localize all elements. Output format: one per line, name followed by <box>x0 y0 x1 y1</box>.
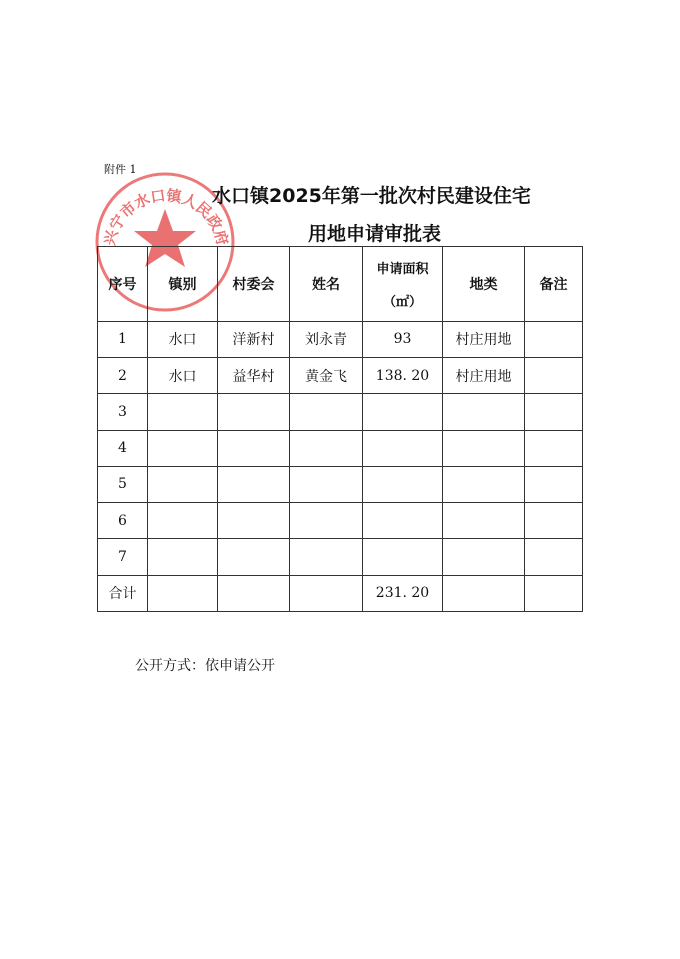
cell-area <box>363 394 443 430</box>
table-row <box>98 357 583 393</box>
cell-land-type <box>443 430 525 466</box>
cell-remark <box>525 357 583 393</box>
header-land-type: 地类 <box>443 247 525 322</box>
header-town: 镇别 <box>148 247 218 322</box>
total-label: 合计 <box>98 575 148 611</box>
table-row <box>98 321 583 357</box>
cell-seq: 4 <box>98 430 148 466</box>
cell-remark <box>525 503 583 539</box>
header-name: 姓名 <box>290 247 363 322</box>
cell-remark <box>525 430 583 466</box>
total-empty-cell <box>148 575 218 611</box>
cell-land-type: 村庄用地 <box>443 321 525 357</box>
total-empty-cell <box>290 575 363 611</box>
table-header-row <box>98 247 583 322</box>
total-empty-cell <box>218 575 290 611</box>
header-area-unit: （㎡） <box>382 294 422 310</box>
cell-seq: 6 <box>98 503 148 539</box>
cell-name <box>290 503 363 539</box>
header-area-label: 申请面积 <box>376 261 429 277</box>
cell-name: 黄金飞 <box>290 357 363 393</box>
cell-town <box>148 394 218 430</box>
cell-town: 水口 <box>148 321 218 357</box>
approval-table <box>97 246 583 612</box>
attachment-label: 附件 1 <box>104 163 137 176</box>
seal-text: 兴宁市水口镇人民政府 <box>100 186 232 248</box>
header-remark: 备注 <box>525 247 583 322</box>
cell-remark <box>525 539 583 575</box>
cell-town <box>148 430 218 466</box>
cell-seq: 1 <box>98 321 148 357</box>
cell-village <box>218 430 290 466</box>
cell-village <box>218 466 290 502</box>
cell-remark <box>525 466 583 502</box>
cell-village <box>218 394 290 430</box>
cell-name <box>290 394 363 430</box>
document-title: 水口镇2025年第一批次村民建设住宅 <box>212 185 531 207</box>
cell-area <box>363 503 443 539</box>
cell-seq: 5 <box>98 466 148 502</box>
cell-town: 水口 <box>148 357 218 393</box>
cell-area <box>363 466 443 502</box>
total-empty-cell <box>525 575 583 611</box>
table-row <box>98 539 583 575</box>
cell-seq: 2 <box>98 357 148 393</box>
table-total-row <box>98 575 583 611</box>
cell-seq: 7 <box>98 539 148 575</box>
table-row <box>98 430 583 466</box>
header-seq: 序号 <box>98 247 148 322</box>
cell-land-type: 村庄用地 <box>443 357 525 393</box>
table-row <box>98 394 583 430</box>
cell-land-type <box>443 394 525 430</box>
cell-village <box>218 539 290 575</box>
header-area <box>363 247 443 322</box>
table-row <box>98 503 583 539</box>
cell-land-type <box>443 466 525 502</box>
cell-area: 138. 20 <box>363 357 443 393</box>
cell-village <box>218 503 290 539</box>
cell-name <box>290 466 363 502</box>
cell-town <box>148 539 218 575</box>
cell-village: 益华村 <box>218 357 290 393</box>
disclosure-method: 公开方式：依申请公开 <box>135 658 275 674</box>
cell-town <box>148 503 218 539</box>
cell-area <box>363 430 443 466</box>
total-empty-cell <box>443 575 525 611</box>
document-subtitle: 用地申请审批表 <box>308 223 442 245</box>
cell-name <box>290 430 363 466</box>
total-area: 231. 20 <box>363 575 443 611</box>
cell-area: 93 <box>363 321 443 357</box>
header-village: 村委会 <box>218 247 290 322</box>
cell-town <box>148 466 218 502</box>
cell-area <box>363 539 443 575</box>
cell-remark <box>525 394 583 430</box>
table-row <box>98 466 583 502</box>
cell-village: 洋新村 <box>218 321 290 357</box>
cell-name <box>290 539 363 575</box>
cell-land-type <box>443 503 525 539</box>
cell-remark <box>525 321 583 357</box>
cell-seq: 3 <box>98 394 148 430</box>
cell-land-type <box>443 539 525 575</box>
cell-name: 刘永青 <box>290 321 363 357</box>
